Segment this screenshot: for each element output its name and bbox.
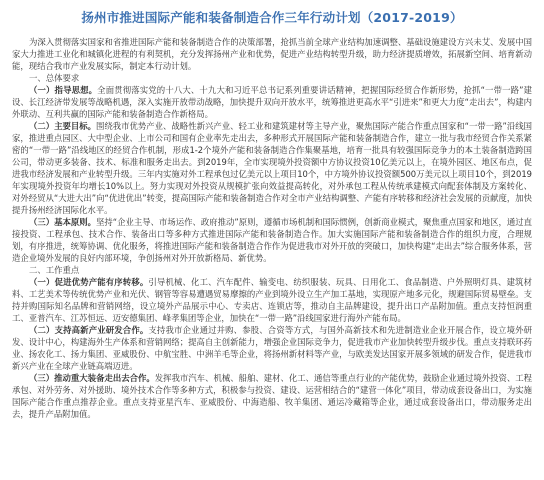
paragraph-lead: （一）指导思想。	[29, 85, 98, 95]
paragraph-lead: （一）促进优势产能有序转移。	[29, 277, 149, 287]
intro-paragraph: 为深入贯彻落实国家和省推进国际产能和装备制造合作的决策部署，抢抓当前全球产业结构加速调整、基础设施建设方兴未艾、发展中国家大力推进工业化和城镇化进程的有利契机，充分发挥扬州产业和优势，促进产业结构转型升级，助力经济提质增效，拓展新空间、培育新动能，现结合我市产业发展实际，制定本行动计划。	[12, 37, 532, 71]
paragraph-text: 支持我市企业通过并购、参股、合资等方式，与国外高新技术和先进制造业企业开展合作，设立境外研发、设计中心，构建海外生产体系和营销网络；提高自主创新能力，增强企业国际竞争力，促进我市产业加快转型升级步伐。重点支持联环药业、扬农化工、扬力集团、亚威股份、中航宝胜、中洲羊毛等企业，将扬州新材料等产业，与欧美发达国家开展多领域的研发合作，促进我市新兴产业在全球产业链高端迈进。	[12, 325, 533, 371]
section-heading-general-requirements: 一、总体要求	[29, 73, 80, 83]
paragraph-lead: （三）推动重大装备走出去合作。	[29, 373, 155, 383]
paragraph-text: 全面贯彻落实党的十八大、十九大和习近平总书记系列重要讲话精神，把握国际经贸合作新形势，抢抓“一带一路”建设、长江经济带发展等战略机遇，深入实施开放带动战略，加快提升双向开放水平，统筹推进更高水平“引进来”和更大力度“走出去”，构建内外联动、互利共赢的国际产能和装备制造合作新格局。	[12, 85, 532, 119]
paragraph-text: 引导机械、化工、汽车配件、输变电、纺织服装、玩具、日用化工、食品制造、户外照明灯具、建筑材料、工艺美术等传统优势产业和光伏、钢管等容易遭遇贸易摩擦的产业到境外设立生产加工基地，实现原产地多元化，规避国际贸易壁垒。支持并购国际知名品牌和营销网络，设立境外产品展示中心、专卖店、连锁店等，推动自主品牌建设，提升出口产品附加值。重点支持恒润重工、亚普汽车、江苏恒远、迈安德集团、峰孝集团等企业，加快在“一带一路”沿线国家进行海外产能布局。	[12, 277, 533, 323]
paragraph-text: 坚持“企业主导、市场运作、政府推动”原则，遵循市场机制和国际惯例，创新商业模式，聚焦重点国家和地区，通过直接投资、工程承包、技术合作、装备出口等多种方式推进国际产能和装备制造合作。加大实施国际产能和装备制造合作的组织力度，合理规划，有序推进，统筹协调、优化服务，将推进国际产能和装备制造合作作为促进我市对外开放的突破口，加快构建“走出去”综合服务体系，营造企业境外发展的良好内部环境，争创扬州对外开放新格局、新优势。	[12, 217, 532, 263]
paragraph-lead: （二）主要目标。	[29, 121, 97, 131]
section-heading-work-focus: 二、工作重点	[29, 265, 80, 275]
paragraph-text: 发挥我市汽车、机械、船舶、建材、化工、通信等重点行业的产能优势，鼓励企业通过境外投资、工程承包、对外劳务、对外援助、境外技术合作等多种方式，积极参与投资、建设、运营相结合的“建营一体化”项目，带动成套设备出口，为实施国际产能合作重点推荐企业。重点支持亚星汽车、亚威股份、中海造船、牧羊集团、通运冷藏箱等企业，通过成套设备出口，带动服务走出去，提升产品附加值。	[12, 373, 533, 419]
paragraph-capacity-transfer	[12, 276, 532, 324]
document-title: 扬州市推进国际产能和装备制造合作三年行动计划（2017-2019）	[81, 10, 463, 25]
paragraph-lead: （三）基本原则。	[29, 217, 97, 227]
paragraph-equipment-going-out	[12, 372, 532, 420]
paragraph-basic-principles	[12, 216, 532, 264]
paragraph-rd-cooperation	[12, 324, 532, 372]
paragraph-lead: （二）支持高新产业研发合作。	[29, 325, 149, 335]
paragraph-text: 围绕我市优势产业、战略性新兴产业、轻工业和建筑建材等主导产业，聚焦国际产能合作重点国家和“一带一路”沿线国家，推进重点园区、大中型企业、上市公司和国有企业率先走出去，多种形式开展国际产能和装备制造合作，建立一批与我市经贸合作关系紧密的“一带一路”沿线地区的经贸合作机制，形成1-2个境外产能和装备制造合作集聚基地，培育一批具有较强国际竞争力的本土装备制造跨国公司，带动更多装备、技术、标准和服务走出去。到2019年，全市实现境外投资额中方协议投资10亿美元以上，在境外园区、地区布点，促进我市经济发展和产业转型升级。三年内实施对外工程承包过亿美元以上项目10个，中方境外协议投资额500万美元以上项目10个，到2019年实现境外投资年均增长10%以上。努力实现对外投资从规模扩张向效益提高转化，对外承包工程从传统承建模式向配套体制及方案转化、对外经贸从“大进大出”向“优进优出”转变，提高国际产能和装备制造合作对全市产业结构调整、产能有序转移和经济社会发展的贡献度，加快提升扬州经济国际化水平。	[12, 121, 532, 215]
paragraph-guiding-ideology	[12, 84, 532, 120]
paragraph-main-goals	[12, 120, 532, 216]
